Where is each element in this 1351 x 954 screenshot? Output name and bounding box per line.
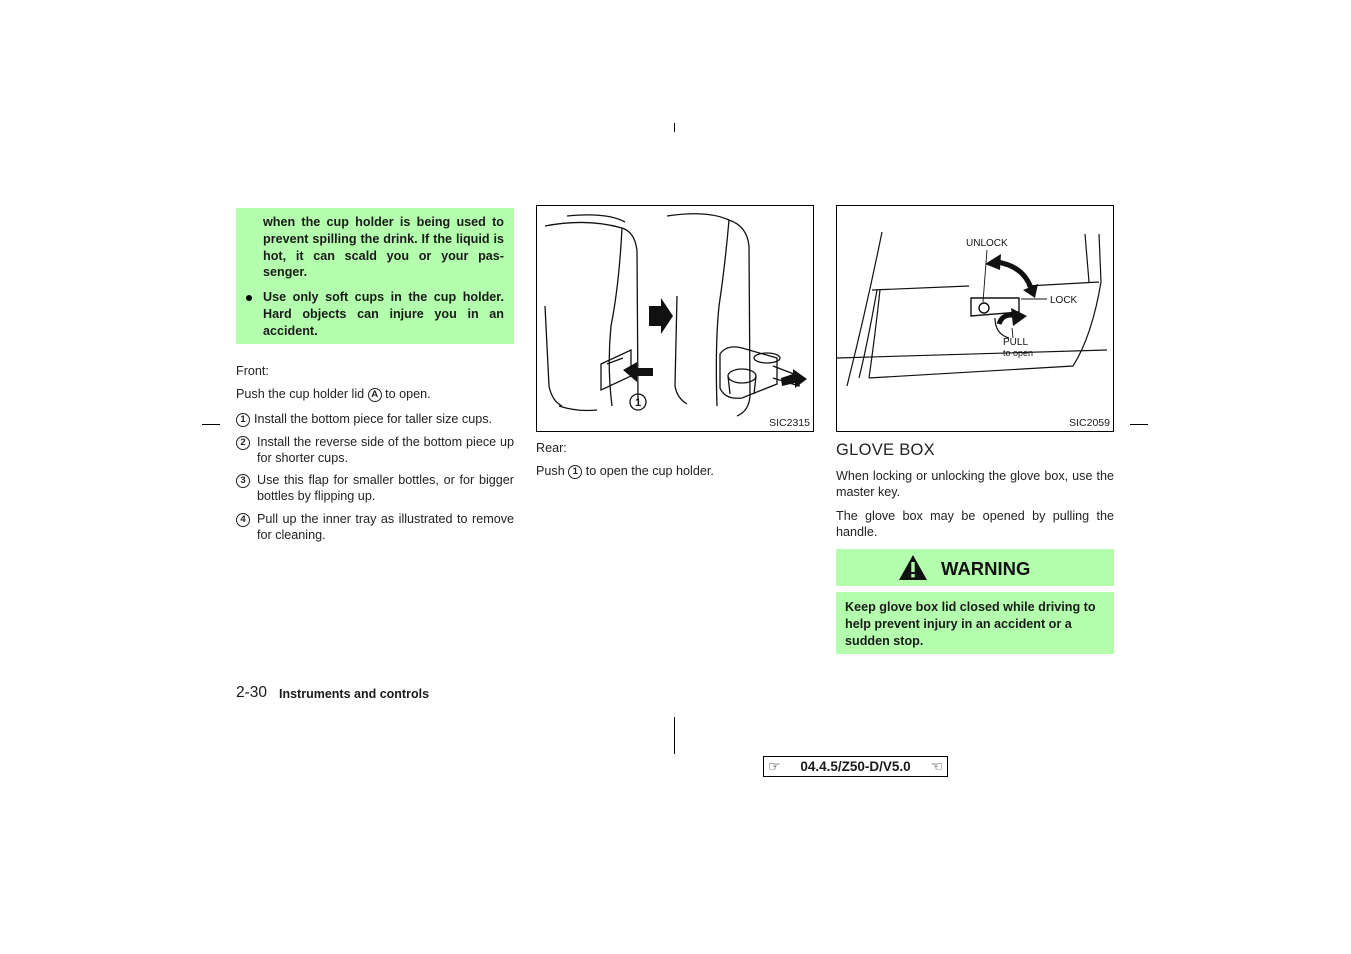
rear-cup-holder-illustration (537, 206, 813, 431)
front-push-instruction (236, 387, 514, 403)
front-item-1 (236, 412, 514, 428)
caution-continued-box (236, 208, 514, 344)
glove-box-para-2: The glove box may be opened by pulling the handle. (836, 509, 1114, 539)
top-center-mark (674, 123, 675, 132)
left-crop-mark (202, 424, 220, 425)
version-box (763, 756, 948, 777)
rear-push-before: Push (536, 464, 565, 478)
marker-1: 1 (236, 413, 250, 427)
front-label: Front: (236, 364, 269, 378)
front-push-before: Push the cup holder lid (236, 387, 365, 401)
unlock-label: UNLOCK (966, 238, 1008, 249)
pointing-hand-left-icon: ☜ (930, 758, 943, 774)
glove-box-heading: GLOVE BOX (836, 441, 935, 459)
bullet-dot (246, 295, 252, 301)
front-item-4-text: Pull up the inner tray as illustrated to remove for cleaning. (257, 512, 514, 542)
pull-label: PULL (1003, 337, 1029, 348)
front-item-1-text: Install the bottom piece for taller size cups. (254, 412, 492, 426)
caution-bullet (263, 289, 504, 339)
figure2-code: SIC2059 (1069, 417, 1110, 429)
front-push-after: to open. (385, 387, 431, 401)
caution-continued-text: when the cup holder is being used to prevent spilling the drink. If the liquid is hot, it can scald you or your pas-senger. (263, 215, 504, 280)
figure1-code: SIC2315 (769, 417, 810, 429)
to-open-label: to open (1003, 348, 1034, 358)
marker-a: A (368, 388, 382, 402)
front-item-2 (236, 435, 514, 466)
warning-text: Keep glove box lid closed while driving to help prevent injury in an accident or a sudden stop. (845, 600, 1096, 648)
rear-push-instruction (536, 464, 814, 480)
rear-push-after: to open the cup holder. (585, 464, 714, 478)
warning-header (836, 549, 1114, 586)
rear-label: Rear: (536, 441, 567, 455)
front-item-2-text: Install the reverse side of the bottom piece up for shorter cups. (257, 435, 514, 465)
front-item-3-text: Use this flap for smaller bottles, or for bigger bottles by flipping up. (257, 473, 514, 503)
section-title: Instruments and controls (279, 687, 430, 701)
caution-bullet-text: Use only soft cups in the cup holder. Hard objects can injure you in an accident. (263, 290, 504, 338)
glove-box-para-1: When locking or unlocking the glove box, use the master key. (836, 469, 1114, 499)
marker-2: 2 (236, 436, 250, 450)
rear-cup-holder-figure (536, 205, 814, 432)
warning-body (836, 592, 1114, 654)
figure1-marker: 1 (634, 397, 642, 409)
rear-marker-1: 1 (568, 465, 582, 479)
glove-box-illustration (837, 206, 1113, 431)
bottom-center-mark (674, 717, 675, 754)
glove-box-figure (836, 205, 1114, 432)
lock-label: LOCK (1050, 295, 1078, 306)
front-item-3 (236, 473, 514, 504)
version-text: 04.4.5/Z50-D/V5.0 (800, 759, 911, 774)
marker-3: 3 (236, 474, 250, 488)
front-item-4 (236, 512, 514, 543)
warning-triangle-icon (898, 554, 928, 581)
pointing-hand-icon: ☞ (768, 758, 781, 774)
marker-4: 4 (236, 513, 250, 527)
page-number: 2-30 (236, 684, 268, 701)
warning-title: WARNING (941, 558, 1031, 579)
right-crop-mark (1130, 424, 1148, 425)
